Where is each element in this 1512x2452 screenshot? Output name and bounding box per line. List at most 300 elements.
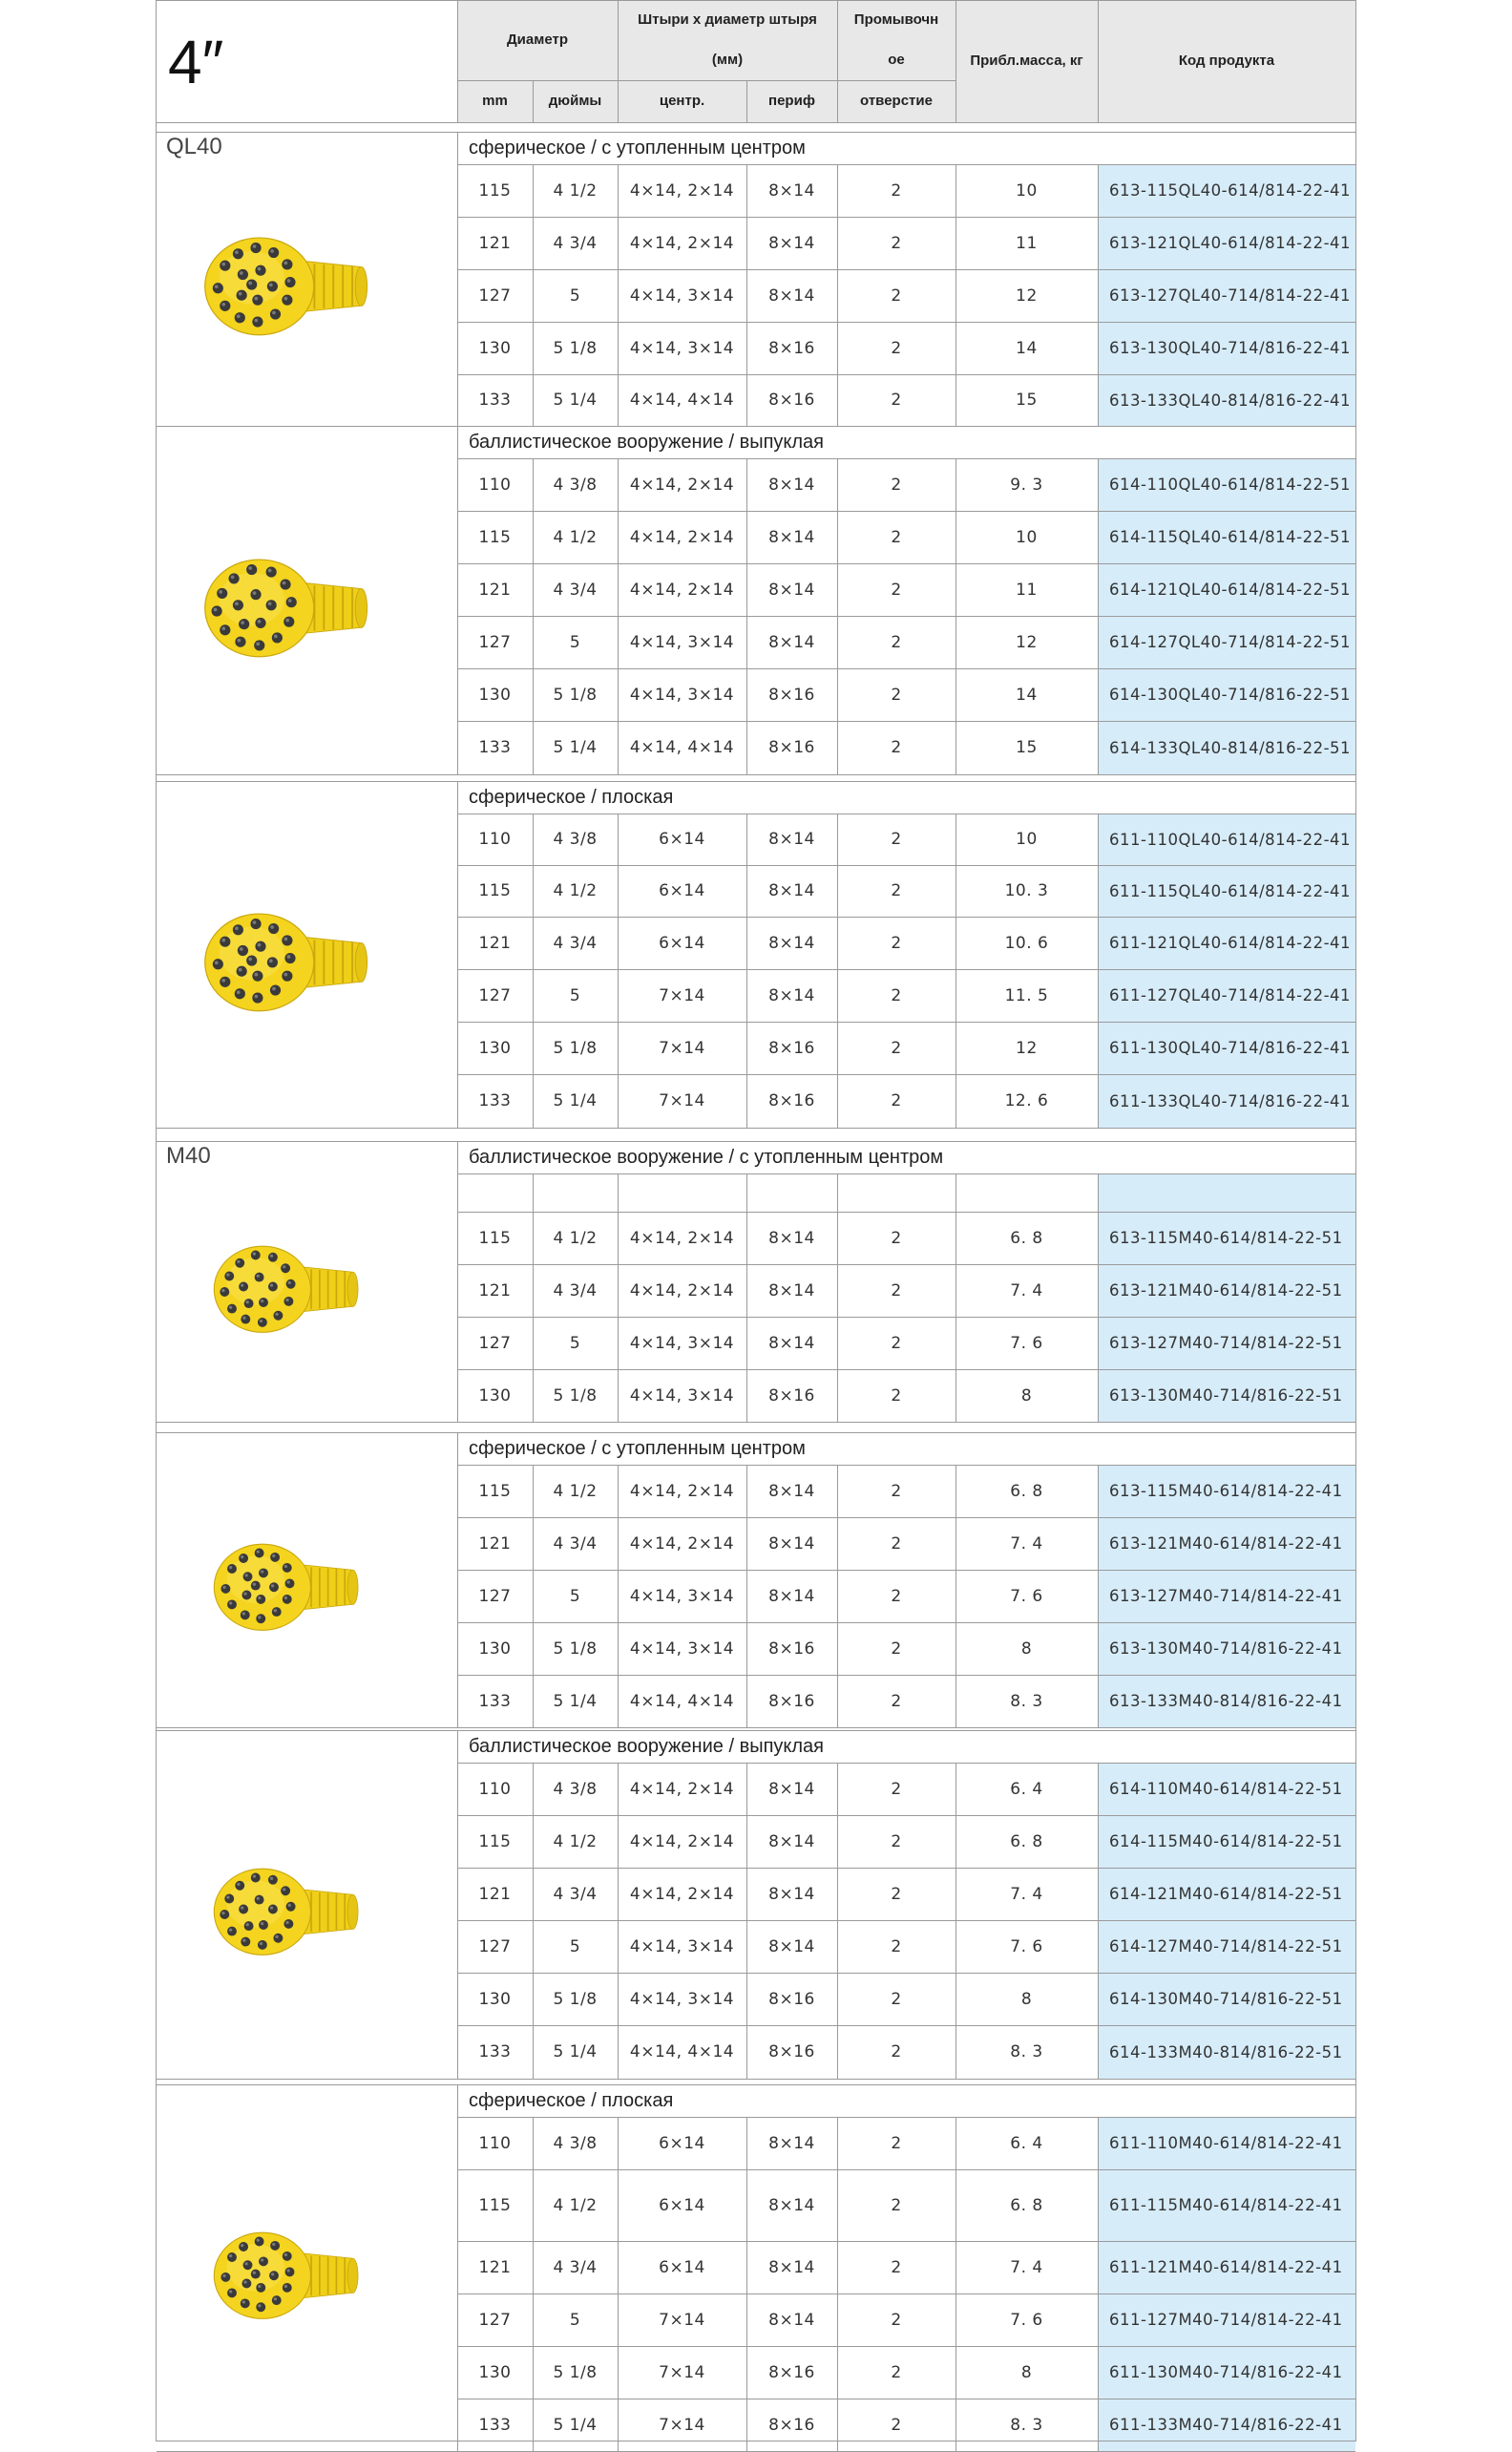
cell-periph: 8×14 — [768, 933, 815, 953]
cell-mass: 8 — [1020, 1989, 1033, 2009]
grid-line — [837, 2117, 838, 2451]
grid-line — [457, 426, 1355, 427]
cell-flush: 2 — [891, 527, 902, 547]
grid-line — [837, 1763, 838, 2079]
grid-line — [457, 814, 458, 1128]
cell-center: 4×14, 3×14 — [629, 1333, 735, 1353]
cell-inches: 4 3/8 — [553, 830, 598, 849]
cell-inches: 5 1/8 — [553, 1638, 598, 1659]
cell-product-code: 611-130M40-714/816-22-41 — [1109, 2363, 1343, 2381]
cell-mass: 12 — [1016, 1038, 1038, 1058]
cell-mm: 127 — [478, 632, 512, 652]
cell-flush: 2 — [891, 1481, 902, 1501]
cell-center: 4×14, 2×14 — [629, 180, 735, 201]
cell-flush: 2 — [891, 1228, 902, 1248]
header-inches: дюймы — [548, 93, 602, 109]
cell-product-code: 613-127QL40-714/814-22-41 — [1109, 286, 1352, 305]
cell-mm: 121 — [478, 2257, 512, 2277]
cell-inches: 5 1/4 — [553, 391, 598, 410]
cell-center: 6×14 — [659, 830, 705, 849]
grid-line — [157, 0, 1355, 1]
cell-inches: 5 1/4 — [553, 2042, 598, 2061]
cell-flush: 2 — [891, 580, 902, 600]
cell-inches: 5 — [569, 1936, 581, 1956]
grid-line — [746, 1465, 747, 1727]
cell-inches: 4 1/2 — [553, 1481, 598, 1501]
cell-center: 7×14 — [659, 2362, 705, 2382]
drill-bit-icon — [211, 1239, 364, 1340]
grid-line — [457, 1730, 458, 1763]
cell-product-code: 614-130M40-714/816-22-51 — [1109, 1990, 1343, 2008]
header-periph: периф — [768, 93, 815, 109]
cell-mass — [956, 1173, 1098, 1212]
cell-product-code: 614-133QL40-814/816-22-51 — [1109, 738, 1352, 757]
cell-inches: 5 — [569, 1586, 581, 1606]
cell-flush: 2 — [891, 1586, 902, 1606]
cell-inches: 4 1/2 — [553, 180, 598, 201]
cell-product-code: 614-110QL40-614/814-22-51 — [1109, 476, 1352, 494]
cell-mm: 127 — [478, 1586, 512, 1606]
cell-periph: 8×14 — [768, 1280, 815, 1300]
grid-line — [1098, 2117, 1099, 2451]
cell-product-code — [1098, 1173, 1355, 1212]
cell-mm: 130 — [478, 2362, 512, 2382]
cell-inches: 5 — [569, 985, 581, 1005]
cell-flush: 2 — [891, 285, 902, 306]
grid-line — [533, 458, 534, 774]
cell-flush: 2 — [891, 1385, 902, 1406]
cell-flush: 2 — [891, 233, 902, 253]
cell-mass: 6. 4 — [1010, 1779, 1043, 1799]
cell-center — [618, 1173, 746, 1212]
cell-periph — [746, 1173, 837, 1212]
grid-line — [157, 1727, 1355, 1728]
cell-mm: 127 — [478, 2310, 512, 2330]
cell-flush: 2 — [891, 1691, 902, 1711]
cell-center: 6×14 — [659, 2195, 705, 2215]
cell-product-code: 611-110M40-614/814-22-41 — [1109, 2134, 1343, 2152]
cell-mm: 133 — [478, 1691, 512, 1711]
cell-center: 6×14 — [659, 881, 705, 900]
cell-mass: 11 — [1016, 233, 1038, 253]
cell-inches: 4 3/4 — [553, 233, 598, 253]
cell-inches: 5 1/4 — [553, 2415, 598, 2435]
grid-line — [457, 1432, 458, 1465]
cell-periph: 8×16 — [768, 2042, 815, 2061]
cell-product-code: 611-121M40-614/814-22-41 — [1109, 2258, 1343, 2276]
cell-product-code: 613-121M40-614/814-22-41 — [1109, 1534, 1343, 1553]
header-flush: ое — [888, 52, 905, 68]
cell-center: 4×14, 3×14 — [629, 1586, 735, 1606]
grid-line — [618, 1465, 619, 1727]
section-label: баллистическое вооружение / выпуклая — [469, 1736, 824, 1757]
header-mm: mm — [482, 93, 508, 109]
section-label: сферическое / с утопленным центром — [469, 1438, 806, 1459]
cell-mass: 8. 3 — [1010, 2415, 1043, 2435]
cell-periph: 8×14 — [768, 632, 815, 652]
cell-periph: 8×16 — [768, 1038, 815, 1058]
cell-inches: 5 1/8 — [553, 2362, 598, 2382]
cell-mass: 12 — [1016, 632, 1038, 652]
cell-center: 4×14, 3×14 — [629, 1638, 735, 1659]
grid-line — [746, 1763, 747, 2079]
cell-center: 4×14, 2×14 — [629, 233, 735, 253]
cell-center: 7×14 — [659, 1038, 705, 1058]
cell-flush: 2 — [891, 1779, 902, 1799]
cell-center: 4×14, 3×14 — [629, 1385, 735, 1406]
cell-periph: 8×16 — [768, 2362, 815, 2382]
cell-center: 4×14, 4×14 — [629, 391, 735, 410]
cell-product-code: 614-110M40-614/814-22-51 — [1109, 1780, 1343, 1798]
grid-line — [533, 80, 534, 122]
grid-line — [157, 2084, 457, 2085]
drill-bit-icon — [211, 2226, 364, 2330]
cell-flush: 2 — [891, 1280, 902, 1300]
grid-line — [533, 814, 534, 1128]
cell-mm: 133 — [478, 1091, 512, 1110]
cell-center: 4×14, 2×14 — [629, 1481, 735, 1501]
cell-mm: 133 — [478, 391, 512, 410]
grid-line — [457, 1173, 458, 1422]
cell-product-code: 611-121QL40-614/814-22-41 — [1109, 934, 1352, 952]
cell-product-code: 611-133M40-714/816-22-41 — [1109, 2416, 1343, 2434]
cell-flush: 2 — [891, 2310, 902, 2330]
cell-mass: 6. 8 — [1010, 1228, 1043, 1248]
page-title: 4″ — [168, 28, 224, 96]
section-label: сферическое / с утопленным центром — [469, 137, 806, 159]
grid-line — [1098, 1763, 1099, 2079]
cell-product-code: 613-121M40-614/814-22-51 — [1109, 1281, 1343, 1300]
cell-product-code: 614-127M40-714/814-22-51 — [1109, 1937, 1343, 1955]
cell-center: 4×14, 3×14 — [629, 1936, 735, 1956]
cell-center: 4×14, 3×14 — [629, 685, 735, 705]
cell-mass: 7. 6 — [1010, 1936, 1043, 1956]
cell-flush: 2 — [891, 2042, 902, 2061]
cell-center: 4×14, 2×14 — [629, 1779, 735, 1799]
cell-flush: 2 — [891, 2415, 902, 2435]
section-label: баллистическое вооружение / с утопленным центром — [469, 1147, 944, 1168]
cell-flush: 2 — [891, 2195, 902, 2215]
cell-flush: 2 — [891, 1533, 902, 1554]
grid-line — [157, 774, 1355, 775]
cell-mass: 10 — [1016, 527, 1038, 547]
cell-center: 4×14, 2×14 — [629, 1831, 735, 1851]
grid-line — [1098, 1173, 1099, 1422]
cell-mass: 14 — [1016, 338, 1038, 358]
cell-product-code: 613-121QL40-614/814-22-41 — [1109, 234, 1352, 252]
cell-product-code: 613-127M40-714/814-22-41 — [1109, 1587, 1343, 1605]
cell-mass: 15 — [1016, 391, 1038, 410]
grid-line — [618, 0, 619, 122]
cell-periph: 8×14 — [768, 1831, 815, 1851]
cell-product-code: 613-133M40-814/816-22-41 — [1109, 1692, 1343, 1710]
grid-line — [157, 1422, 1355, 1423]
cell-mass: 7. 4 — [1010, 1280, 1043, 1300]
cell-mass: 6. 4 — [1010, 2133, 1043, 2153]
cell-periph: 8×14 — [768, 2310, 815, 2330]
product-table — [156, 0, 1356, 2441]
cell-mm: 115 — [478, 180, 512, 201]
drill-bit-icon — [201, 230, 373, 343]
grid-line — [457, 426, 458, 458]
grid-line — [533, 1465, 534, 1727]
cell-inches: 4 3/8 — [553, 1779, 598, 1799]
cell-center: 4×14, 4×14 — [629, 738, 735, 757]
cell-inches: 5 1/8 — [553, 1038, 598, 1058]
cell-center: 4×14, 2×14 — [629, 1884, 735, 1904]
cell-flush: 2 — [891, 632, 902, 652]
cell-periph: 8×14 — [768, 985, 815, 1005]
cell-mass: 9. 3 — [1010, 475, 1043, 495]
cell-mass: 6. 8 — [1010, 2195, 1043, 2215]
grid-line — [457, 781, 1355, 782]
grid-line — [746, 458, 747, 774]
cell-center: 4×14, 2×14 — [629, 527, 735, 547]
cell-mm: 133 — [478, 2042, 512, 2061]
cell-periph: 8×14 — [768, 2133, 815, 2153]
grid-line — [837, 0, 838, 122]
grid-line — [157, 1432, 457, 1433]
cell-product-code: 614-121M40-614/814-22-51 — [1109, 1885, 1343, 1903]
cell-center: 4×14, 2×14 — [629, 475, 735, 495]
cell-inches — [533, 1173, 618, 1212]
cell-mass: 12 — [1016, 285, 1038, 306]
cell-mm: 115 — [478, 881, 512, 900]
drill-bit-icon — [211, 1862, 364, 1966]
drill-bit-icon — [211, 2226, 364, 2326]
grid-line — [618, 164, 619, 426]
header-flush: отверстие — [860, 93, 933, 109]
cell-periph: 8×14 — [768, 180, 815, 201]
grid-line — [457, 0, 458, 122]
cell-mm: 130 — [478, 1638, 512, 1659]
cell-flush: 2 — [891, 1936, 902, 1956]
grid-line — [457, 164, 458, 426]
grid-line — [457, 2084, 1355, 2085]
grid-line — [457, 781, 458, 814]
cell-mm: 115 — [478, 1831, 512, 1851]
cell-product-code: 613-127M40-714/814-22-51 — [1109, 1334, 1343, 1352]
cell-mm: 127 — [478, 1936, 512, 1956]
cell-mass: 10. 3 — [1004, 881, 1049, 900]
cell-periph: 8×16 — [768, 1091, 815, 1110]
cell-periph: 8×14 — [768, 1586, 815, 1606]
cell-periph: 8×14 — [768, 285, 815, 306]
grid-line — [837, 458, 838, 774]
cell-center: 4×14, 3×14 — [629, 338, 735, 358]
cell-mm: 110 — [478, 475, 512, 495]
cell-mm: 115 — [478, 527, 512, 547]
cell-inches: 4 3/4 — [553, 1533, 598, 1554]
cell-mm: 121 — [478, 580, 512, 600]
cell-mass: 7. 6 — [1010, 1333, 1043, 1353]
cell-mm: 121 — [478, 933, 512, 953]
grid-line — [1098, 0, 1099, 122]
cell-product-code: 614-115QL40-614/814-22-51 — [1109, 528, 1352, 546]
cell-mm: 110 — [478, 830, 512, 849]
cell-inches: 5 — [569, 2310, 581, 2330]
cell-flush: 2 — [891, 2133, 902, 2153]
cell-inches: 5 1/8 — [553, 685, 598, 705]
grid-line — [1098, 1465, 1099, 1727]
grid-line — [457, 1141, 458, 1173]
grid-line — [837, 1465, 838, 1727]
grid-line — [157, 426, 457, 427]
cell-periph: 8×16 — [768, 391, 815, 410]
cell-product-code: 611-127M40-714/814-22-41 — [1109, 2311, 1343, 2329]
cell-inches: 5 — [569, 1333, 581, 1353]
drill-bit-icon — [211, 1537, 364, 1638]
cell-flush: 2 — [891, 685, 902, 705]
drill-bit-icon — [211, 1239, 364, 1343]
cell-inches: 4 3/8 — [553, 2133, 598, 2153]
cell-flush: 2 — [891, 830, 902, 849]
grid-line — [157, 1141, 457, 1142]
grid-line — [457, 1730, 1355, 1731]
cell-mm — [457, 1173, 533, 1212]
cell-mm: 133 — [478, 738, 512, 757]
cell-inches: 4 3/4 — [553, 2257, 598, 2277]
cell-periph: 8×16 — [768, 1989, 815, 2009]
cell-mass: 8 — [1020, 1385, 1033, 1406]
cell-periph: 8×16 — [768, 1691, 815, 1711]
cell-inches: 4 1/2 — [553, 527, 598, 547]
cell-mm: 127 — [478, 985, 512, 1005]
cell-mm: 115 — [478, 1228, 512, 1248]
cell-mm: 130 — [478, 1385, 512, 1406]
cell-mass: 10 — [1016, 180, 1038, 201]
cell-flush: 2 — [891, 933, 902, 953]
section-label: сферическое / плоская — [469, 787, 674, 808]
cell-mm: 115 — [478, 2195, 512, 2215]
cell-inches: 4 3/8 — [553, 475, 598, 495]
cell-mass: 6. 8 — [1010, 1481, 1043, 1501]
cell-flush: 2 — [891, 2257, 902, 2277]
cell-mass: 7. 4 — [1010, 1884, 1043, 1904]
grid-line — [457, 1763, 458, 2079]
cell-inches: 4 3/4 — [553, 1280, 598, 1300]
cell-flush: 2 — [891, 391, 902, 410]
grid-line — [618, 458, 619, 774]
grid-line — [1098, 814, 1099, 1128]
cell-mm: 130 — [478, 685, 512, 705]
cell-periph: 8×16 — [768, 738, 815, 757]
cell-periph: 8×16 — [768, 1385, 815, 1406]
drill-bit-icon — [201, 906, 373, 1019]
grid-line — [746, 814, 747, 1128]
cell-mass: 10 — [1016, 830, 1038, 849]
cell-mass: 15 — [1016, 738, 1038, 757]
grid-line — [746, 2117, 747, 2451]
cell-periph: 8×14 — [768, 1481, 815, 1501]
cell-inches: 5 — [569, 632, 581, 652]
cell-center: 6×14 — [659, 933, 705, 953]
cell-mass: 8 — [1020, 1638, 1033, 1659]
cell-inches: 4 3/4 — [553, 1884, 598, 1904]
cell-center: 4×14, 2×14 — [629, 1280, 735, 1300]
model-name: M40 — [166, 1143, 211, 1169]
cell-mass: 7. 4 — [1010, 2257, 1043, 2277]
cell-mass: 12. 6 — [1004, 1091, 1049, 1110]
cell-mm: 121 — [478, 1533, 512, 1554]
grid-line — [618, 814, 619, 1128]
cell-center: 7×14 — [659, 2310, 705, 2330]
grid-line — [533, 1763, 534, 2079]
cell-periph: 8×14 — [768, 1533, 815, 1554]
cell-periph: 8×14 — [768, 1333, 815, 1353]
grid-line — [746, 164, 747, 426]
cell-flush: 2 — [891, 475, 902, 495]
cell-flush: 2 — [891, 738, 902, 757]
grid-line — [457, 2084, 458, 2117]
cell-mm: 110 — [478, 2133, 512, 2153]
cell-product-code: 614-115M40-614/814-22-51 — [1109, 1832, 1343, 1850]
grid-line — [157, 132, 457, 133]
cell-center: 4×14, 3×14 — [629, 1989, 735, 2009]
cell-periph: 8×14 — [768, 527, 815, 547]
cell-flush: 2 — [891, 1638, 902, 1659]
cell-product-code: 614-133M40-814/816-22-51 — [1109, 2042, 1343, 2061]
cell-inches: 4 1/2 — [553, 1228, 598, 1248]
cell-center: 4×14, 2×14 — [629, 1228, 735, 1248]
cell-center: 7×14 — [659, 985, 705, 1005]
cell-periph: 8×14 — [768, 1228, 815, 1248]
cell-mass: 7. 4 — [1010, 1533, 1043, 1554]
cell-product-code: 614-121QL40-614/814-22-51 — [1109, 581, 1352, 599]
cell-center: 6×14 — [659, 2257, 705, 2277]
cell-periph: 8×14 — [768, 1779, 815, 1799]
cell-mass: 10. 6 — [1004, 933, 1049, 953]
cell-mm: 121 — [478, 1884, 512, 1904]
grid-line — [457, 1432, 1355, 1433]
cell-inches: 4 3/4 — [553, 580, 598, 600]
cell-flush: 2 — [891, 2362, 902, 2382]
grid-line — [157, 1128, 1355, 1129]
cell-product-code: 611-130QL40-714/816-22-41 — [1109, 1039, 1352, 1057]
cell-mass: 7. 6 — [1010, 2310, 1043, 2330]
cell-mass: 8. 3 — [1010, 2042, 1043, 2061]
cell-product-code: 611-110QL40-614/814-22-41 — [1109, 830, 1352, 849]
cell-center: 7×14 — [659, 1091, 705, 1110]
grid-line — [533, 2117, 534, 2451]
grid-line — [746, 1173, 747, 1422]
cell-mm: 115 — [478, 1481, 512, 1501]
cell-center: 4×14, 4×14 — [629, 1691, 735, 1711]
cell-inches: 4 3/4 — [553, 933, 598, 953]
cell-flush: 2 — [891, 1091, 902, 1110]
cell-product-code: 614-127QL40-714/814-22-51 — [1109, 633, 1352, 651]
header-center: центр. — [659, 93, 705, 109]
cell-mass: 11. 5 — [1004, 985, 1049, 1005]
cell-periph: 8×14 — [768, 580, 815, 600]
cell-periph: 8×14 — [768, 233, 815, 253]
section-label: баллистическое вооружение / выпуклая — [469, 432, 824, 453]
cell-flush: 2 — [891, 881, 902, 900]
cell-mass: 7. 6 — [1010, 1586, 1043, 1606]
grid-line — [157, 781, 457, 782]
cell-product-code: 613-130M40-714/816-22-41 — [1109, 1639, 1343, 1658]
cell-inches: 4 1/2 — [553, 2195, 598, 2215]
cell-product-code: 613-115M40-614/814-22-41 — [1109, 1482, 1343, 1500]
cell-product-code: 611-133QL40-714/816-22-41 — [1109, 1091, 1352, 1110]
cell-periph: 8×14 — [768, 881, 815, 900]
cell-inches: 5 — [569, 285, 581, 306]
section-label: сферическое / плоская — [469, 2090, 674, 2111]
drill-bit-icon — [201, 230, 373, 347]
cell-center: 6×14 — [659, 2133, 705, 2153]
header-buttons-unit: (мм) — [711, 52, 744, 68]
cell-product-code: 611-115QL40-614/814-22-41 — [1109, 881, 1352, 900]
